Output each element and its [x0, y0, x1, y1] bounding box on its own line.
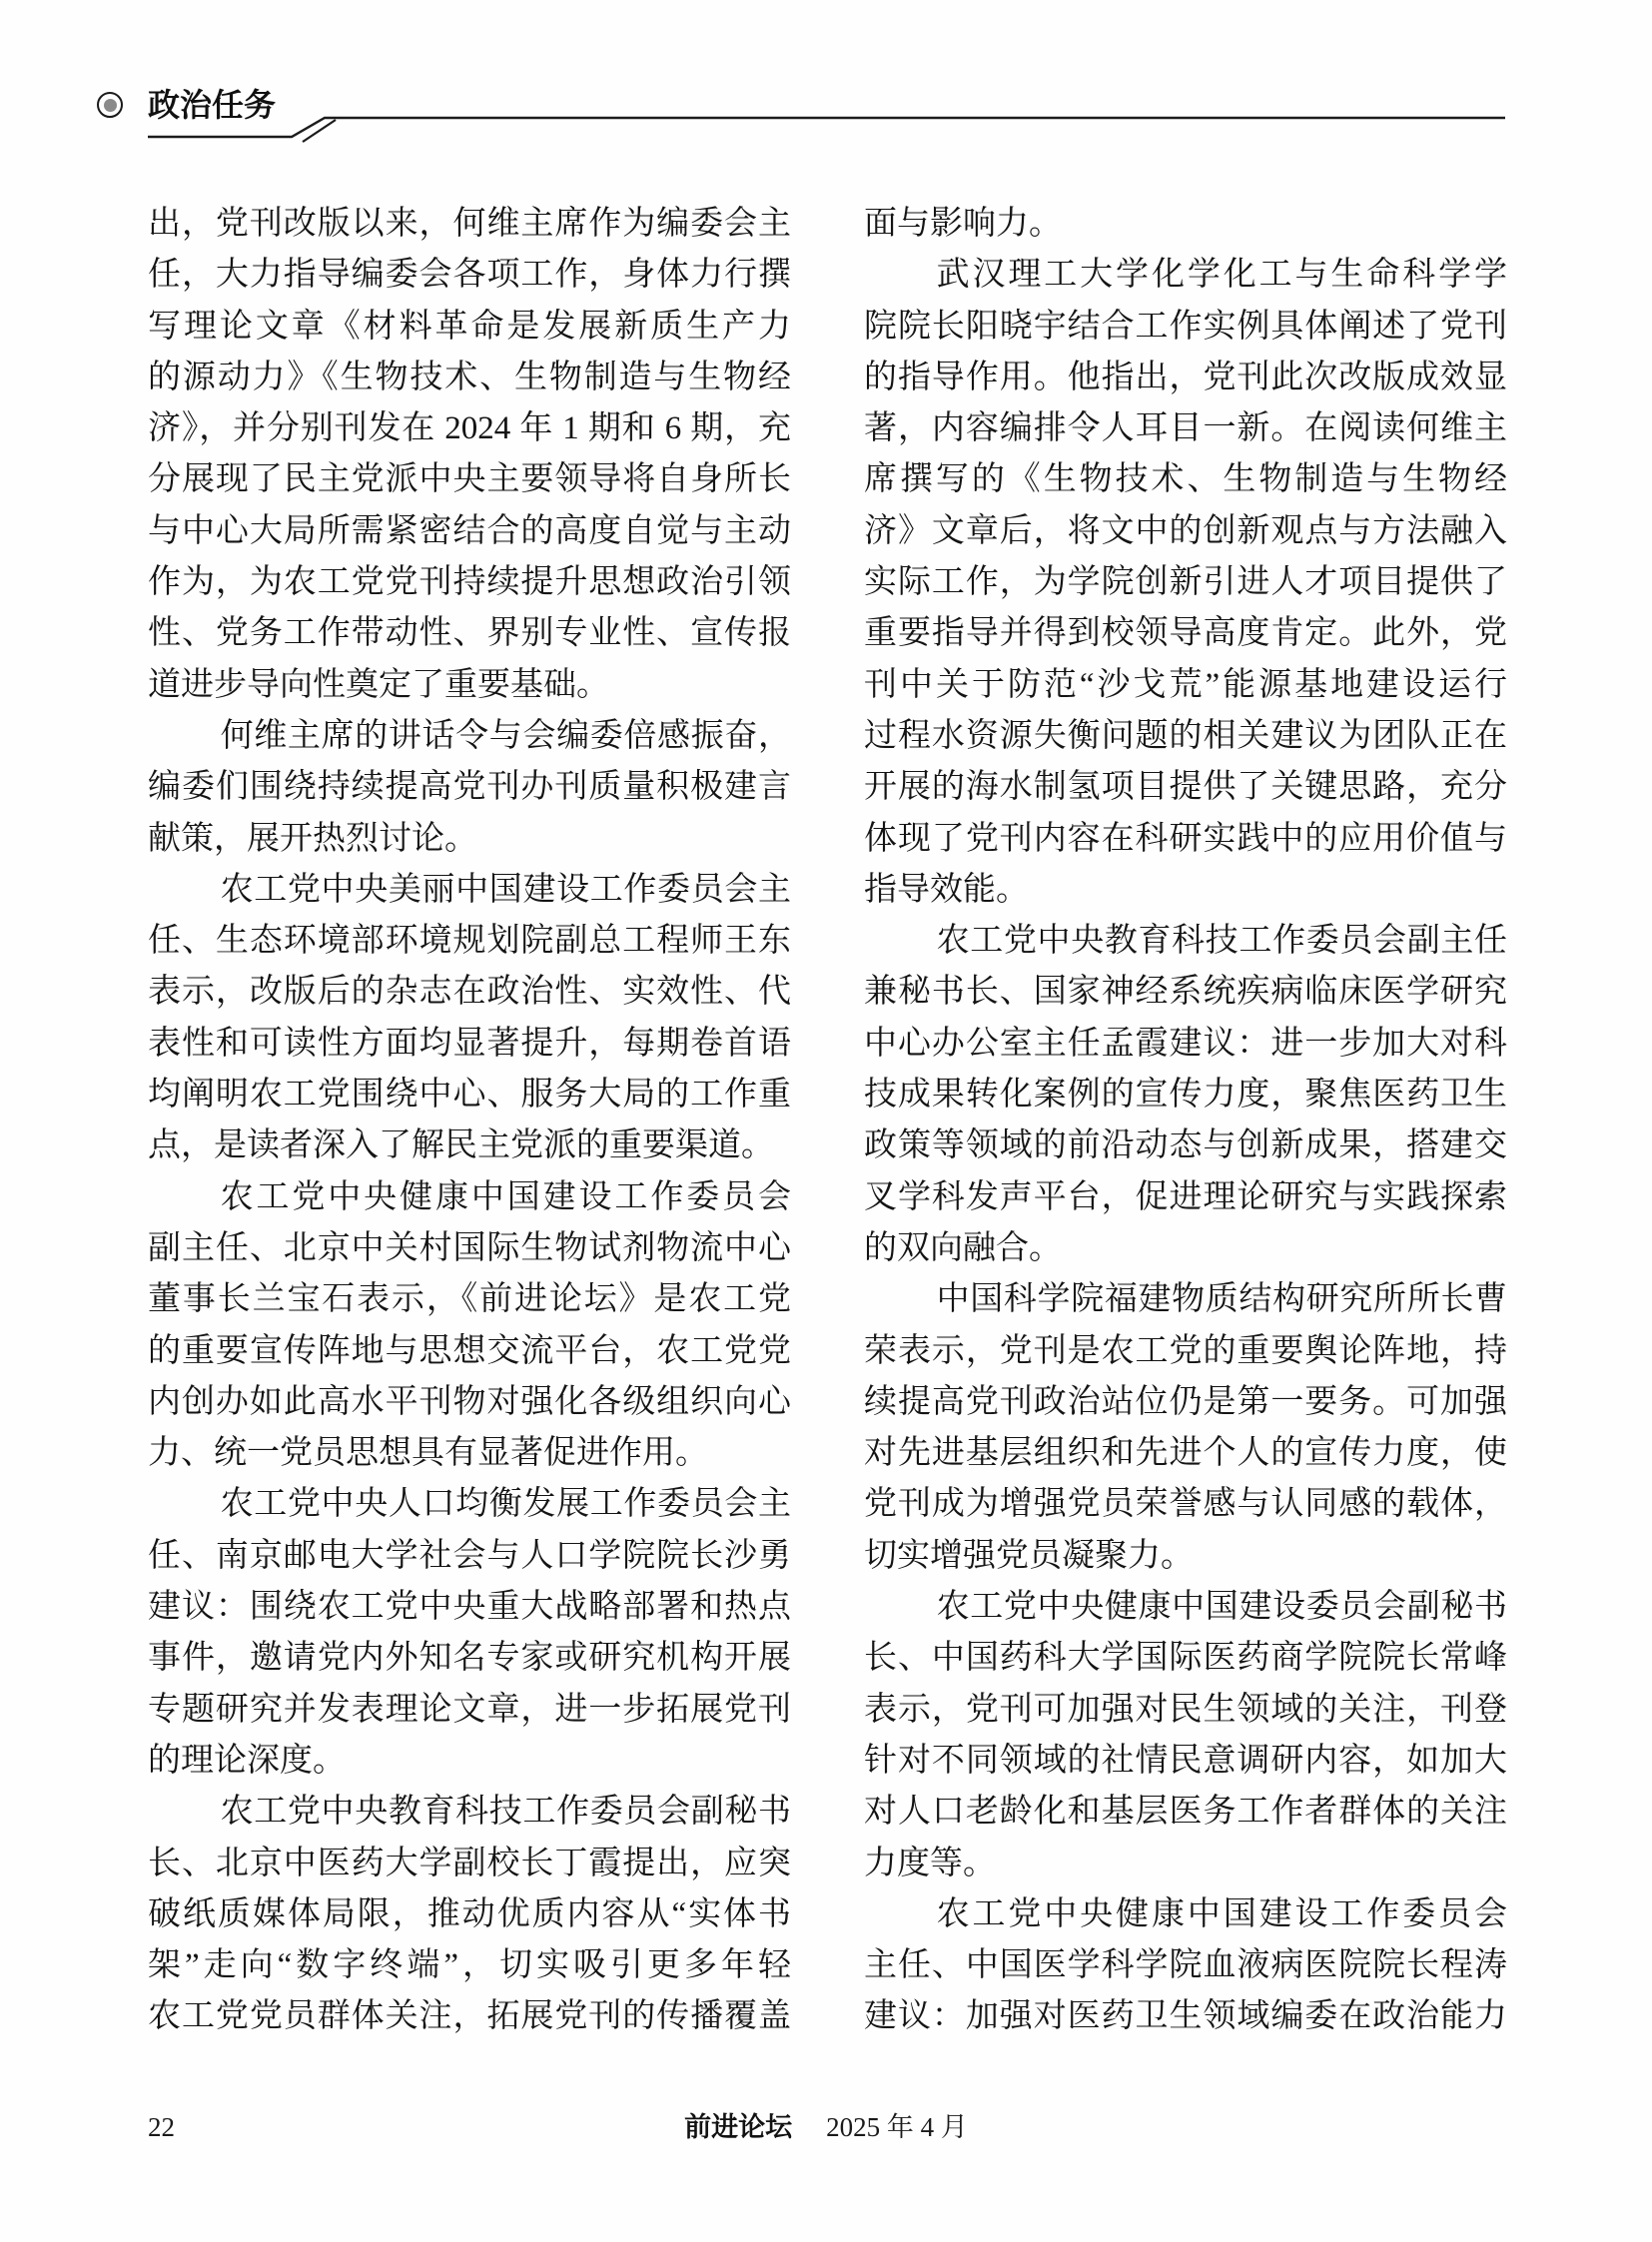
text-line: 点，是读者深入了解民主党派的重要渠道。 [148, 1127, 774, 1164]
text-line: 均阐明农工党围绕中心、服务大局的工作重 [148, 1077, 791, 1114]
text-line: 农工党中央人口均衡发展工作委员会主 [220, 1486, 791, 1523]
text-line: 农工党中央教育科技工作委员会副秘书 [220, 1794, 791, 1831]
text-line: 的重要宣传阵地与思想交流平台，农工党党 [148, 1332, 791, 1369]
footer-journal-line [0, 2111, 1652, 2148]
text-line: 济》，并分别刊发在 2024 年 1 期和 6 期，充 [148, 410, 791, 447]
text-line: 表性和可读性方面均显著提升，每期卷首语 [148, 1025, 791, 1062]
text-line: 农工党中央健康中国建设工作委员会 [936, 1895, 1507, 1932]
text-line: 出，党刊改版以来，何维主席作为编委会主 [148, 206, 791, 242]
text-line: 体现了党刊内容在科研实践中的应用价值与 [864, 820, 1507, 857]
text-line: 叉学科发声平台，促进理论研究与实践探索 [864, 1178, 1507, 1215]
text-line: 的指导作用。他指出，党刊此次改版成效显 [864, 359, 1507, 395]
text-line: 党刊成为增强党员荣誉感与认同感的载体， [864, 1486, 1507, 1523]
text-line: 架”走向“数字终端”，切实吸引更多年轻 [148, 1947, 791, 1984]
text-line: 董事长兰宝石表示，《前进论坛》是农工党 [148, 1281, 791, 1318]
text-line: 与中心大局所需紧密结合的高度自觉与主动 [148, 512, 791, 549]
text-line: 建议：加强对医药卫生领域编委在政治能力 [864, 1998, 1507, 2035]
text-line: 中心办公室主任孟霞建议：进一步加大对科 [864, 1025, 1507, 1062]
text-line: 破纸质媒体局限，推动优质内容从“实体书 [148, 1895, 791, 1932]
text-line: 武汉理工大学化学化工与生命科学学 [936, 257, 1507, 294]
text-line: 任，大力指导编委会各项工作，身体力行撰 [148, 257, 791, 294]
text-line: 作为，为农工党党刊持续提升思想政治引领 [148, 564, 791, 601]
text-line: 续提高党刊政治站位仍是第一要务。可加强 [864, 1383, 1507, 1420]
journal-title: 前进论坛 [684, 2112, 793, 2142]
text-line: 席撰写的《生物技术、生物制造与生物经 [864, 461, 1507, 498]
text-line: 分展现了民主党派中央主要领导将自身所长 [148, 461, 791, 498]
text-line: 济》文章后，将文中的创新观点与方法融入 [864, 512, 1507, 549]
section-title: 政治任务 [148, 87, 277, 123]
text-line: 内创办如此高水平刊物对强化各级组织向心 [148, 1383, 791, 1420]
text-line: 过程水资源失衡问题的相关建议为团队正在 [864, 717, 1507, 754]
text-line: 农工党中央健康中国建设工作委员会 [220, 1178, 791, 1215]
text-line: 院院长阳晓宇结合工作实例具体阐述了党刊 [864, 308, 1507, 345]
header-rule-line [0, 0, 1652, 170]
text-line: 表示，改版后的杂志在政治性、实效性、代 [148, 974, 791, 1011]
text-column-right [864, 199, 1507, 2043]
text-line: 开展的海水制氢项目提供了关键思路，充分 [864, 769, 1507, 806]
text-line: 性、党务工作带动性、界别专业性、宣传报 [148, 615, 791, 652]
text-line: 任、生态环境部环境规划院副总工程师王东 [148, 923, 791, 960]
issue-date: 2025 年 4 月 [826, 2112, 968, 2142]
text-line: 力度等。 [864, 1845, 996, 1881]
text-line: 对先进基层组织和先进个人的宣传力度，使 [864, 1435, 1507, 1472]
text-line: 对人口老龄化和基层医务工作者群体的关注 [864, 1794, 1507, 1831]
text-line: 编委们围绕持续提高党刊办刊质量积极建言 [148, 769, 791, 806]
text-line: 写理论文章《材料革命是发展新质生产力 [148, 308, 791, 345]
text-line: 副主任、北京中关村国际生物试剂物流中心 [148, 1229, 791, 1266]
text-line: 力、统一党员思想具有显著促进作用。 [148, 1435, 708, 1472]
text-line: 重要指导并得到校领导高度肯定。此外，党 [864, 615, 1507, 652]
page-number: 22 [148, 2112, 175, 2142]
text-line: 的双向融合。 [864, 1229, 1062, 1266]
text-line: 著，内容编排令人耳目一新。在阅读何维主 [864, 410, 1507, 447]
text-line: 的理论深度。 [148, 1742, 346, 1779]
text-line: 献策，展开热烈讨论。 [148, 820, 477, 857]
text-line: 农工党党员群体关注，拓展党刊的传播覆盖 [148, 1998, 791, 2035]
text-line: 的源动力》《生物技术、生物制造与生物经 [148, 359, 791, 395]
text-column-left [148, 199, 791, 2043]
text-line: 长、中国药科大学国际医药商学院院长常峰 [864, 1640, 1507, 1677]
text-line: 专题研究并发表理论文章，进一步拓展党刊 [148, 1691, 791, 1728]
text-line: 建议：围绕农工党中央重大战略部署和热点 [148, 1589, 791, 1626]
text-line: 表示，党刊可加强对民生领域的关注，刊登 [864, 1691, 1507, 1728]
text-line: 主任、中国医学科学院血液病医院院长程涛 [864, 1947, 1507, 1984]
text-line: 兼秘书长、国家神经系统疾病临床医学研究 [864, 974, 1507, 1011]
text-line: 技成果转化案例的宣传力度，聚焦医药卫生 [864, 1077, 1507, 1114]
text-line: 政策等领域的前沿动态与创新成果，搭建交 [864, 1127, 1507, 1164]
text-line: 道进步导向性奠定了重要基础。 [148, 666, 609, 703]
text-line: 事件，邀请党内外知名专家或研究机构开展 [148, 1640, 791, 1677]
text-line: 切实增强党员凝聚力。 [864, 1537, 1194, 1574]
text-line: 刊中关于防范“沙戈荒”能源基地建设运行 [864, 666, 1507, 703]
text-line: 农工党中央健康中国建设委员会副秘书 [936, 1589, 1507, 1626]
text-line: 实际工作，为学院创新引进人才项目提供了 [864, 564, 1507, 601]
text-line: 何维主席的讲话令与会编委倍感振奋， [220, 717, 791, 754]
text-line: 中国科学院福建物质结构研究所所长曹 [936, 1281, 1507, 1318]
text-line: 面与影响力。 [864, 206, 1062, 242]
text-line: 指导效能。 [864, 871, 1029, 908]
text-line: 荣表示，党刊是农工党的重要舆论阵地，持 [864, 1332, 1507, 1369]
text-line: 农工党中央美丽中国建设工作委员会主 [220, 871, 791, 908]
text-line: 任、南京邮电大学社会与人口学院院长沙勇 [148, 1537, 791, 1574]
text-line: 长、北京中医药大学副校长丁霞提出，应突 [148, 1845, 791, 1881]
text-line: 针对不同领域的社情民意调研内容，如加大 [864, 1742, 1507, 1779]
text-line: 农工党中央教育科技工作委员会副主任 [936, 923, 1507, 960]
